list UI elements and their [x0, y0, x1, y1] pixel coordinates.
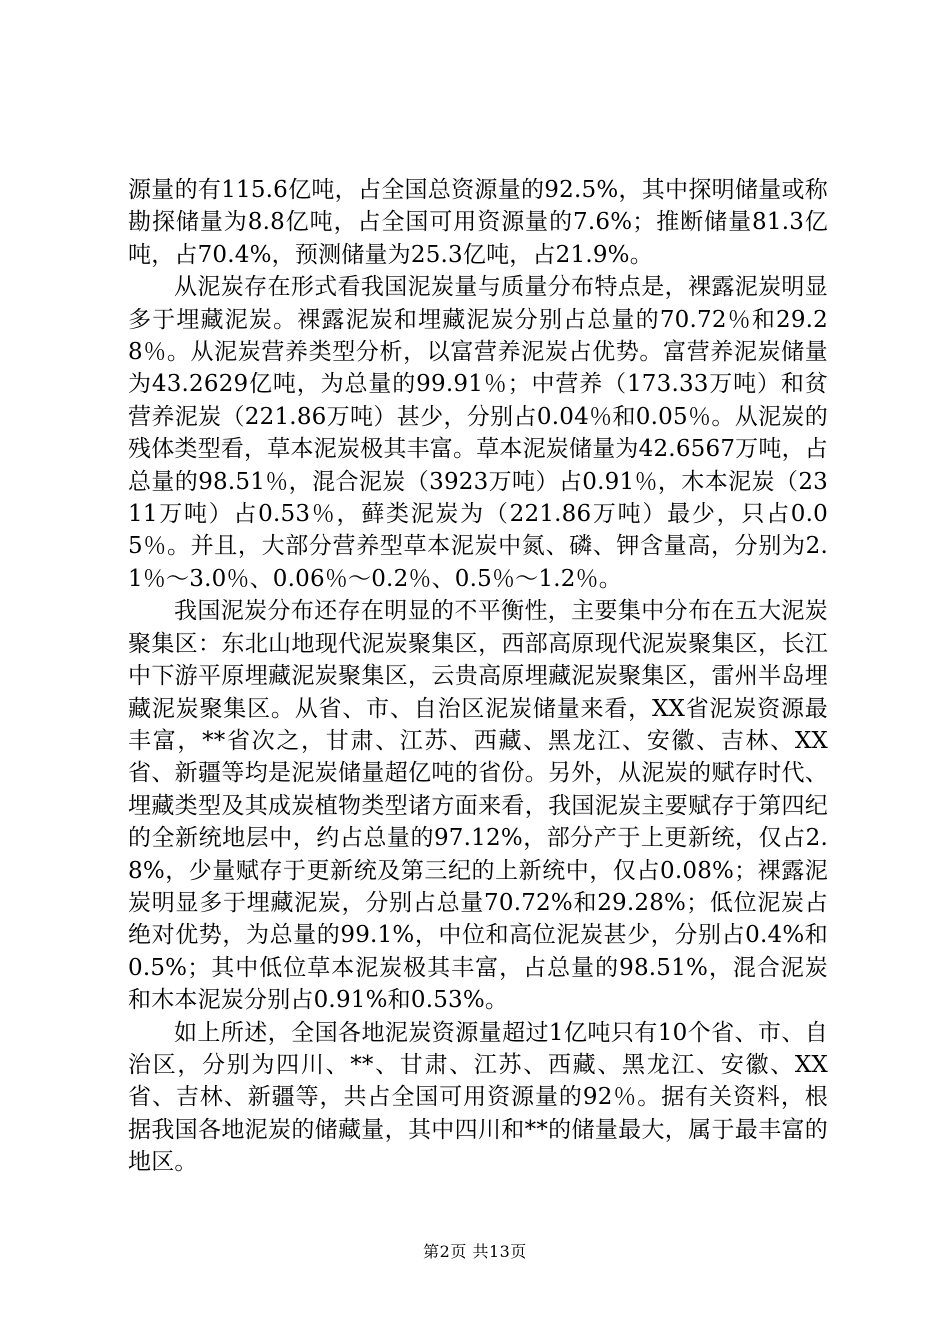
paragraph-continuation: 源量的有115.6亿吨，占全国总资源量的92.5%，其中探明储量或称勘探储量为8.8亿吨，占全国可用资源量的7.6%；推断储量81.3亿吨，占70.4%，预测储量为25.3亿吨，占21.9%。 [128, 177, 828, 268]
paragraph-summary: 如上所述，全国各地泥炭资源量超过1亿吨只有10个省、市、自治区，分别为四川、**、甘肃、江苏、西藏、黑龙江、安徽、XX省、吉林、新疆等，共占全国可用资源量的92％。据有关资料，根据我国各地泥炭的储藏量，其中四川和**的储量最大，属于最丰富的地区。 [128, 1019, 828, 1176]
paragraph-peat-distribution: 我国泥炭分布还存在明显的不平衡性，主要集中分布在五大泥炭聚集区：东北山地现代泥炭聚集区，西部高原现代泥炭聚集区，长江中下游平原埋藏泥炭聚集区，云贵高原埋藏泥炭聚集区，雷州半岛埋藏泥炭聚集区。从省、市、自治区泥炭储量来看，XX省泥炭资源最丰富，**省次之，甘肃、江苏、西藏、黑龙江、安徽、吉林、XX省、新疆等均是泥炭储量超亿吨的省份。另外，从泥炭的赋存时代、埋藏类型及其成炭植物类型诸方面来看，我国泥炭主要赋存于第四纪的全新统地层中，约占总量的97.12%，部分产于上更新统，仅占2.8%，少量赋存于更新统及第三纪的上新统中，仅占0.08%；裸露泥炭明显多于埋藏泥炭，分别占总量70.72%和29.28%；低位泥炭占绝对优势，为总量的99.1%，中位和高位泥炭甚少，分别占0.4%和0.5%；其中低位草本泥炭极其丰富，占总量的98.51%，混合泥炭和木本泥炭分别占0.91%和0.53%。 [128, 598, 828, 1014]
document-body [128, 174, 828, 1179]
paragraph-peat-forms: 从泥炭存在形式看我国泥炭量与质量分布特点是，裸露泥炭明显多于埋藏泥炭。裸露泥炭和埋藏泥炭分别占总量的70.72％和29.28％。从泥炭营养类型分析，以富营养泥炭占优势。富营养泥炭储量为43.2629亿吨，为总量的99.91％；中营养（173.33万吨）和贫营养泥炭（221.86万吨）甚少，分别占0.04％和0.05％。从泥炭的残体类型看，草本泥炭极其丰富。草本泥炭储量为42.6567万吨，占总量的98.51％，混合泥炭（3923万吨）占0.91％，木本泥炭（2311万吨）占0.53％，藓类泥炭为（221.86万吨）最少，只占0.05％。并且，大部分营养型草本泥炭中氮、磷、钾含量高，分别为2.1％～3.0％、0.06％～0.2％、0.5％～1.2％。 [128, 274, 828, 592]
page-number-footer: 第2页 共13页 [423, 1242, 527, 1261]
